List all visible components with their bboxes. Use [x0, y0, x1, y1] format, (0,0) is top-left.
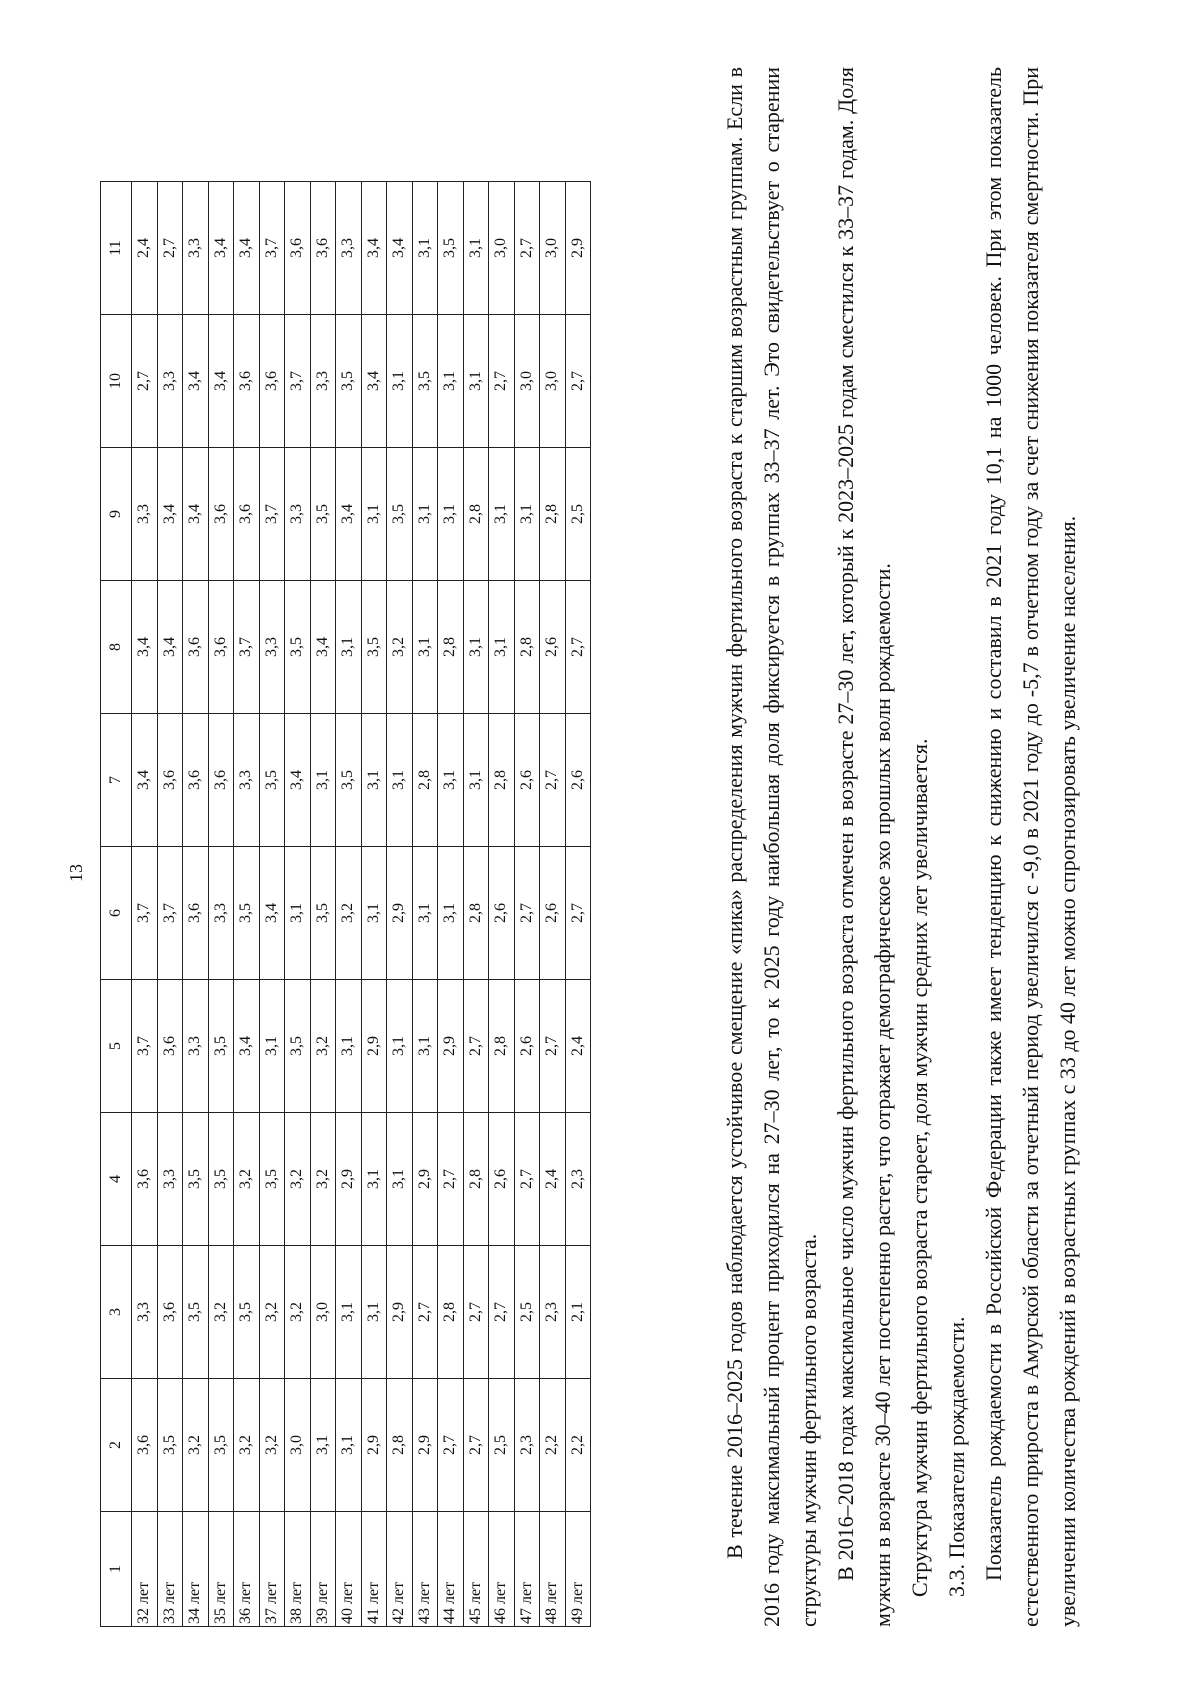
- value-cell: 2,3: [565, 1113, 591, 1246]
- value-cell: 3,1: [463, 182, 489, 315]
- value-cell: 3,5: [208, 1379, 234, 1512]
- table-body: [132, 182, 591, 1627]
- value-cell: 3,1: [463, 315, 489, 448]
- value-cell: 3,4: [132, 581, 158, 714]
- value-cell: 3,7: [234, 581, 260, 714]
- value-cell: 2,6: [489, 1113, 515, 1246]
- value-cell: 2,7: [514, 182, 540, 315]
- value-cell: 3,5: [361, 581, 387, 714]
- value-cell: 2,9: [387, 847, 413, 980]
- value-cell: 3,4: [183, 448, 209, 581]
- value-cell: 2,5: [565, 448, 591, 581]
- value-cell: 2,3: [514, 1379, 540, 1512]
- value-cell: 3,5: [208, 980, 234, 1113]
- value-cell: 3,7: [132, 980, 158, 1113]
- value-cell: 2,8: [438, 581, 464, 714]
- value-cell: 3,4: [157, 448, 183, 581]
- body-text: [716, 67, 1086, 1627]
- value-cell: 2,7: [565, 847, 591, 980]
- table-row: [514, 182, 540, 1627]
- paragraph-2016-2018: В 2016–2018 годах максимальное число мужчин фертильного возраста отмечен в возрасте 27–30 лет, который к 2023–2025 годам сместился к 33–37 годам. Доля мужчин в возрасте 30–40 лет постепенно растет, что отражает демографическое эхо прошлых волн рождаемости.: [833, 67, 895, 1627]
- value-cell: 2,7: [540, 714, 566, 847]
- value-cell: 3,1: [310, 1379, 336, 1512]
- value-cell: 3,1: [438, 847, 464, 980]
- column-header: 3: [101, 1246, 132, 1379]
- table-row: [438, 182, 464, 1627]
- value-cell: 3,2: [310, 980, 336, 1113]
- value-cell: 3,2: [387, 581, 413, 714]
- value-cell: 3,5: [183, 1113, 209, 1246]
- column-header: 5: [101, 980, 132, 1113]
- value-cell: 3,4: [336, 448, 362, 581]
- value-cell: 3,1: [412, 847, 438, 980]
- column-header: 1: [101, 1512, 132, 1627]
- value-cell: 3,0: [540, 182, 566, 315]
- value-cell: 2,8: [463, 1113, 489, 1246]
- value-cell: 3,3: [157, 1113, 183, 1246]
- table-header-row: [101, 182, 132, 1627]
- value-cell: 2,9: [336, 1113, 362, 1246]
- age-label-cell: 36 лет: [234, 1512, 260, 1627]
- value-cell: 3,3: [132, 448, 158, 581]
- age-label-cell: 37 лет: [259, 1512, 285, 1627]
- value-cell: 3,7: [285, 315, 311, 448]
- value-cell: 3,3: [132, 1246, 158, 1379]
- value-cell: 3,3: [234, 714, 260, 847]
- value-cell: 2,7: [489, 1246, 515, 1379]
- value-cell: 3,5: [208, 1113, 234, 1246]
- value-cell: 2,6: [514, 714, 540, 847]
- value-cell: 3,6: [208, 714, 234, 847]
- table-row: [183, 182, 209, 1627]
- value-cell: 3,1: [361, 1113, 387, 1246]
- value-cell: 3,1: [336, 581, 362, 714]
- value-cell: 3,6: [132, 1113, 158, 1246]
- age-label-cell: 38 лет: [285, 1512, 311, 1627]
- value-cell: 3,0: [489, 182, 515, 315]
- value-cell: 3,6: [157, 1246, 183, 1379]
- value-cell: 3,6: [234, 448, 260, 581]
- value-cell: 3,1: [387, 714, 413, 847]
- value-cell: 3,6: [157, 714, 183, 847]
- value-cell: 2,8: [412, 714, 438, 847]
- age-label-cell: 43 лет: [412, 1512, 438, 1627]
- value-cell: 2,7: [132, 315, 158, 448]
- value-cell: 3,4: [208, 315, 234, 448]
- value-cell: 2,6: [489, 847, 515, 980]
- age-label-cell: 34 лет: [183, 1512, 209, 1627]
- value-cell: 2,7: [489, 315, 515, 448]
- value-cell: 3,6: [208, 448, 234, 581]
- value-cell: 3,1: [285, 847, 311, 980]
- value-cell: 2,5: [489, 1379, 515, 1512]
- age-label-cell: 45 лет: [463, 1512, 489, 1627]
- age-label-cell: 41 лет: [361, 1512, 387, 1627]
- value-cell: 3,1: [438, 315, 464, 448]
- age-label-cell: 39 лет: [310, 1512, 336, 1627]
- value-cell: 2,7: [514, 847, 540, 980]
- value-cell: 3,7: [132, 847, 158, 980]
- paragraph-structure: Структура мужчин фертильного возраста стареет, доля мужчин средних лет увеличивается.: [907, 738, 932, 1597]
- value-cell: 3,5: [183, 1246, 209, 1379]
- age-label-cell: 46 лет: [489, 1512, 515, 1627]
- value-cell: 3,5: [412, 315, 438, 448]
- value-cell: 2,9: [412, 1379, 438, 1512]
- age-label-cell: 33 лет: [157, 1512, 183, 1627]
- value-cell: 2,7: [157, 182, 183, 315]
- value-cell: 3,2: [336, 847, 362, 980]
- column-header: 6: [101, 847, 132, 980]
- age-label-cell: 49 лет: [565, 1512, 591, 1627]
- value-cell: 2,7: [438, 1113, 464, 1246]
- value-cell: 2,9: [412, 1113, 438, 1246]
- value-cell: 2,9: [565, 182, 591, 315]
- value-cell: 3,5: [336, 315, 362, 448]
- value-cell: 2,9: [438, 980, 464, 1113]
- value-cell: 3,3: [310, 315, 336, 448]
- value-cell: 3,5: [259, 1113, 285, 1246]
- value-cell: 3,1: [387, 315, 413, 448]
- value-cell: 3,1: [463, 714, 489, 847]
- value-cell: 3,4: [234, 980, 260, 1113]
- value-cell: 3,2: [285, 1113, 311, 1246]
- paragraph-birth-rate: Показатель рождаемости в Российской Федерации также имеет тенденцию к снижению и составил в 2021 году 10,1 на 1000 человек. При этом показатель естественного прироста в Амурской области за отчетный период увеличился с -9,0 в 2021 году до -5,7 в отчетном году за счет снижения показателя смертности. При увеличении количества рождений в возрастных группах с 33 до 40 лет можно спрогнозировать увеличение населения.: [981, 67, 1080, 1627]
- value-cell: 2,6: [540, 847, 566, 980]
- table-row: [565, 182, 591, 1627]
- value-cell: 2,8: [463, 847, 489, 980]
- table-row: [540, 182, 566, 1627]
- table-row: [412, 182, 438, 1627]
- age-label-cell: 47 лет: [514, 1512, 540, 1627]
- value-cell: 3,0: [514, 315, 540, 448]
- value-cell: 3,7: [259, 182, 285, 315]
- value-cell: 3,3: [208, 847, 234, 980]
- value-cell: 3,6: [183, 847, 209, 980]
- value-cell: 3,6: [157, 980, 183, 1113]
- value-cell: 3,1: [336, 1246, 362, 1379]
- value-cell: 3,1: [387, 980, 413, 1113]
- value-cell: 2,7: [514, 1113, 540, 1246]
- value-cell: 3,4: [285, 714, 311, 847]
- value-cell: 2,8: [489, 714, 515, 847]
- value-cell: 3,6: [285, 182, 311, 315]
- table-row: [336, 182, 362, 1627]
- table-row: [489, 182, 515, 1627]
- column-header: 9: [101, 448, 132, 581]
- value-cell: 3,2: [208, 1246, 234, 1379]
- value-cell: 3,0: [285, 1379, 311, 1512]
- value-cell: 3,2: [234, 1379, 260, 1512]
- value-cell: 3,3: [285, 448, 311, 581]
- value-cell: 3,4: [208, 182, 234, 315]
- value-cell: 3,4: [183, 315, 209, 448]
- column-header: 7: [101, 714, 132, 847]
- value-cell: 3,1: [463, 581, 489, 714]
- age-label-cell: 44 лет: [438, 1512, 464, 1627]
- value-cell: 3,1: [361, 847, 387, 980]
- value-cell: 3,5: [310, 448, 336, 581]
- page-number: 13: [66, 864, 86, 882]
- value-cell: 3,5: [438, 182, 464, 315]
- value-cell: 3,1: [387, 1113, 413, 1246]
- value-cell: 3,1: [412, 581, 438, 714]
- value-cell: 3,4: [361, 315, 387, 448]
- value-cell: 3,1: [514, 448, 540, 581]
- value-cell: 3,1: [361, 448, 387, 581]
- value-cell: 3,3: [336, 182, 362, 315]
- value-cell: 3,3: [259, 581, 285, 714]
- value-cell: 3,2: [259, 1246, 285, 1379]
- value-cell: 3,1: [489, 448, 515, 581]
- value-cell: 3,5: [157, 1379, 183, 1512]
- value-cell: 3,5: [234, 847, 260, 980]
- value-cell: 3,5: [336, 714, 362, 847]
- value-cell: 2,8: [438, 1246, 464, 1379]
- value-cell: 3,1: [412, 182, 438, 315]
- value-cell: 3,1: [259, 980, 285, 1113]
- value-cell: 3,2: [310, 1113, 336, 1246]
- value-cell: 3,6: [132, 1379, 158, 1512]
- age-distribution-table: [100, 181, 591, 1627]
- paragraph-peak-shift: В течение 2016–2025 годов наблюдается устойчивое смещение «пика» распределения мужчин фертильного возраста к старшим возрастным группам. Если в 2016 году максимальный процент приходился на 27–30 лет, то к 2025 году наибольшая доля фиксируется в группах 33–37 лет. Это свидетельствует о старении структуры мужчин фертильного возраста.: [722, 67, 821, 1627]
- column-header: 4: [101, 1113, 132, 1246]
- column-header: 11: [101, 182, 132, 315]
- value-cell: 2,8: [540, 448, 566, 581]
- value-cell: 2,2: [540, 1379, 566, 1512]
- table-row: [463, 182, 489, 1627]
- value-cell: 2,6: [540, 581, 566, 714]
- table-row: [387, 182, 413, 1627]
- value-cell: 2,6: [565, 714, 591, 847]
- value-cell: 2,7: [463, 1379, 489, 1512]
- age-label-cell: 42 лет: [387, 1512, 413, 1627]
- value-cell: 3,1: [336, 980, 362, 1113]
- value-cell: 2,8: [489, 980, 515, 1113]
- value-cell: 2,6: [514, 980, 540, 1113]
- value-cell: 3,1: [438, 714, 464, 847]
- value-cell: 3,7: [259, 448, 285, 581]
- value-cell: 3,6: [183, 714, 209, 847]
- value-cell: 2,7: [438, 1379, 464, 1512]
- value-cell: 2,7: [565, 581, 591, 714]
- age-label-cell: 32 лет: [132, 1512, 158, 1627]
- value-cell: 2,4: [565, 980, 591, 1113]
- value-cell: 3,0: [540, 315, 566, 448]
- column-header: 2: [101, 1379, 132, 1512]
- value-cell: 3,1: [310, 714, 336, 847]
- age-label-cell: 35 лет: [208, 1512, 234, 1627]
- column-header: 8: [101, 581, 132, 714]
- value-cell: 3,2: [234, 1113, 260, 1246]
- section-heading: 3.3. Показатели рождаемости.: [944, 1316, 969, 1597]
- value-cell: 2,9: [361, 1379, 387, 1512]
- value-cell: 2,2: [565, 1379, 591, 1512]
- value-cell: 3,2: [183, 1379, 209, 1512]
- value-cell: 2,7: [463, 1246, 489, 1379]
- value-cell: 3,4: [259, 847, 285, 980]
- value-cell: 3,5: [387, 448, 413, 581]
- table-row: [234, 182, 260, 1627]
- value-cell: 3,4: [361, 182, 387, 315]
- column-header: 10: [101, 315, 132, 448]
- value-cell: 3,7: [157, 847, 183, 980]
- value-cell: 2,4: [540, 1113, 566, 1246]
- value-cell: 3,1: [412, 980, 438, 1113]
- value-cell: 2,4: [132, 182, 158, 315]
- value-cell: 3,3: [183, 182, 209, 315]
- value-cell: 2,5: [514, 1246, 540, 1379]
- value-cell: 3,5: [259, 714, 285, 847]
- value-cell: 3,5: [285, 581, 311, 714]
- value-cell: 3,5: [234, 1246, 260, 1379]
- value-cell: 2,8: [514, 581, 540, 714]
- value-cell: 3,0: [310, 1246, 336, 1379]
- value-cell: 3,3: [183, 980, 209, 1113]
- value-cell: 3,5: [285, 980, 311, 1113]
- value-cell: 3,6: [208, 581, 234, 714]
- value-cell: 3,1: [412, 448, 438, 581]
- value-cell: 3,5: [310, 847, 336, 980]
- value-cell: 2,7: [463, 980, 489, 1113]
- value-cell: 3,1: [361, 1246, 387, 1379]
- value-cell: 3,4: [132, 714, 158, 847]
- value-cell: 2,9: [361, 980, 387, 1113]
- value-cell: 2,9: [387, 1246, 413, 1379]
- table-row: [361, 182, 387, 1627]
- table-row: [208, 182, 234, 1627]
- value-cell: 3,6: [310, 182, 336, 315]
- value-cell: 3,6: [183, 581, 209, 714]
- value-cell: 2,7: [412, 1246, 438, 1379]
- value-cell: 2,7: [565, 315, 591, 448]
- value-cell: 3,2: [285, 1246, 311, 1379]
- value-cell: 3,4: [234, 182, 260, 315]
- value-cell: 3,2: [259, 1379, 285, 1512]
- age-label-cell: 40 лет: [336, 1512, 362, 1627]
- value-cell: 2,7: [540, 980, 566, 1113]
- value-cell: 3,1: [336, 1379, 362, 1512]
- value-cell: 2,1: [565, 1246, 591, 1379]
- value-cell: 3,4: [387, 182, 413, 315]
- value-cell: 3,3: [157, 315, 183, 448]
- value-cell: 3,1: [361, 714, 387, 847]
- table-row: [285, 182, 311, 1627]
- value-cell: 3,1: [489, 581, 515, 714]
- value-cell: 3,1: [438, 448, 464, 581]
- table-row: [132, 182, 158, 1627]
- value-cell: 3,4: [157, 581, 183, 714]
- table-row: [310, 182, 336, 1627]
- value-cell: 2,8: [463, 448, 489, 581]
- value-cell: 3,6: [234, 315, 260, 448]
- value-cell: 3,4: [310, 581, 336, 714]
- value-cell: 2,8: [387, 1379, 413, 1512]
- table-row: [259, 182, 285, 1627]
- value-cell: 2,3: [540, 1246, 566, 1379]
- age-label-cell: 48 лет: [540, 1512, 566, 1627]
- value-cell: 3,6: [259, 315, 285, 448]
- table-row: [157, 182, 183, 1627]
